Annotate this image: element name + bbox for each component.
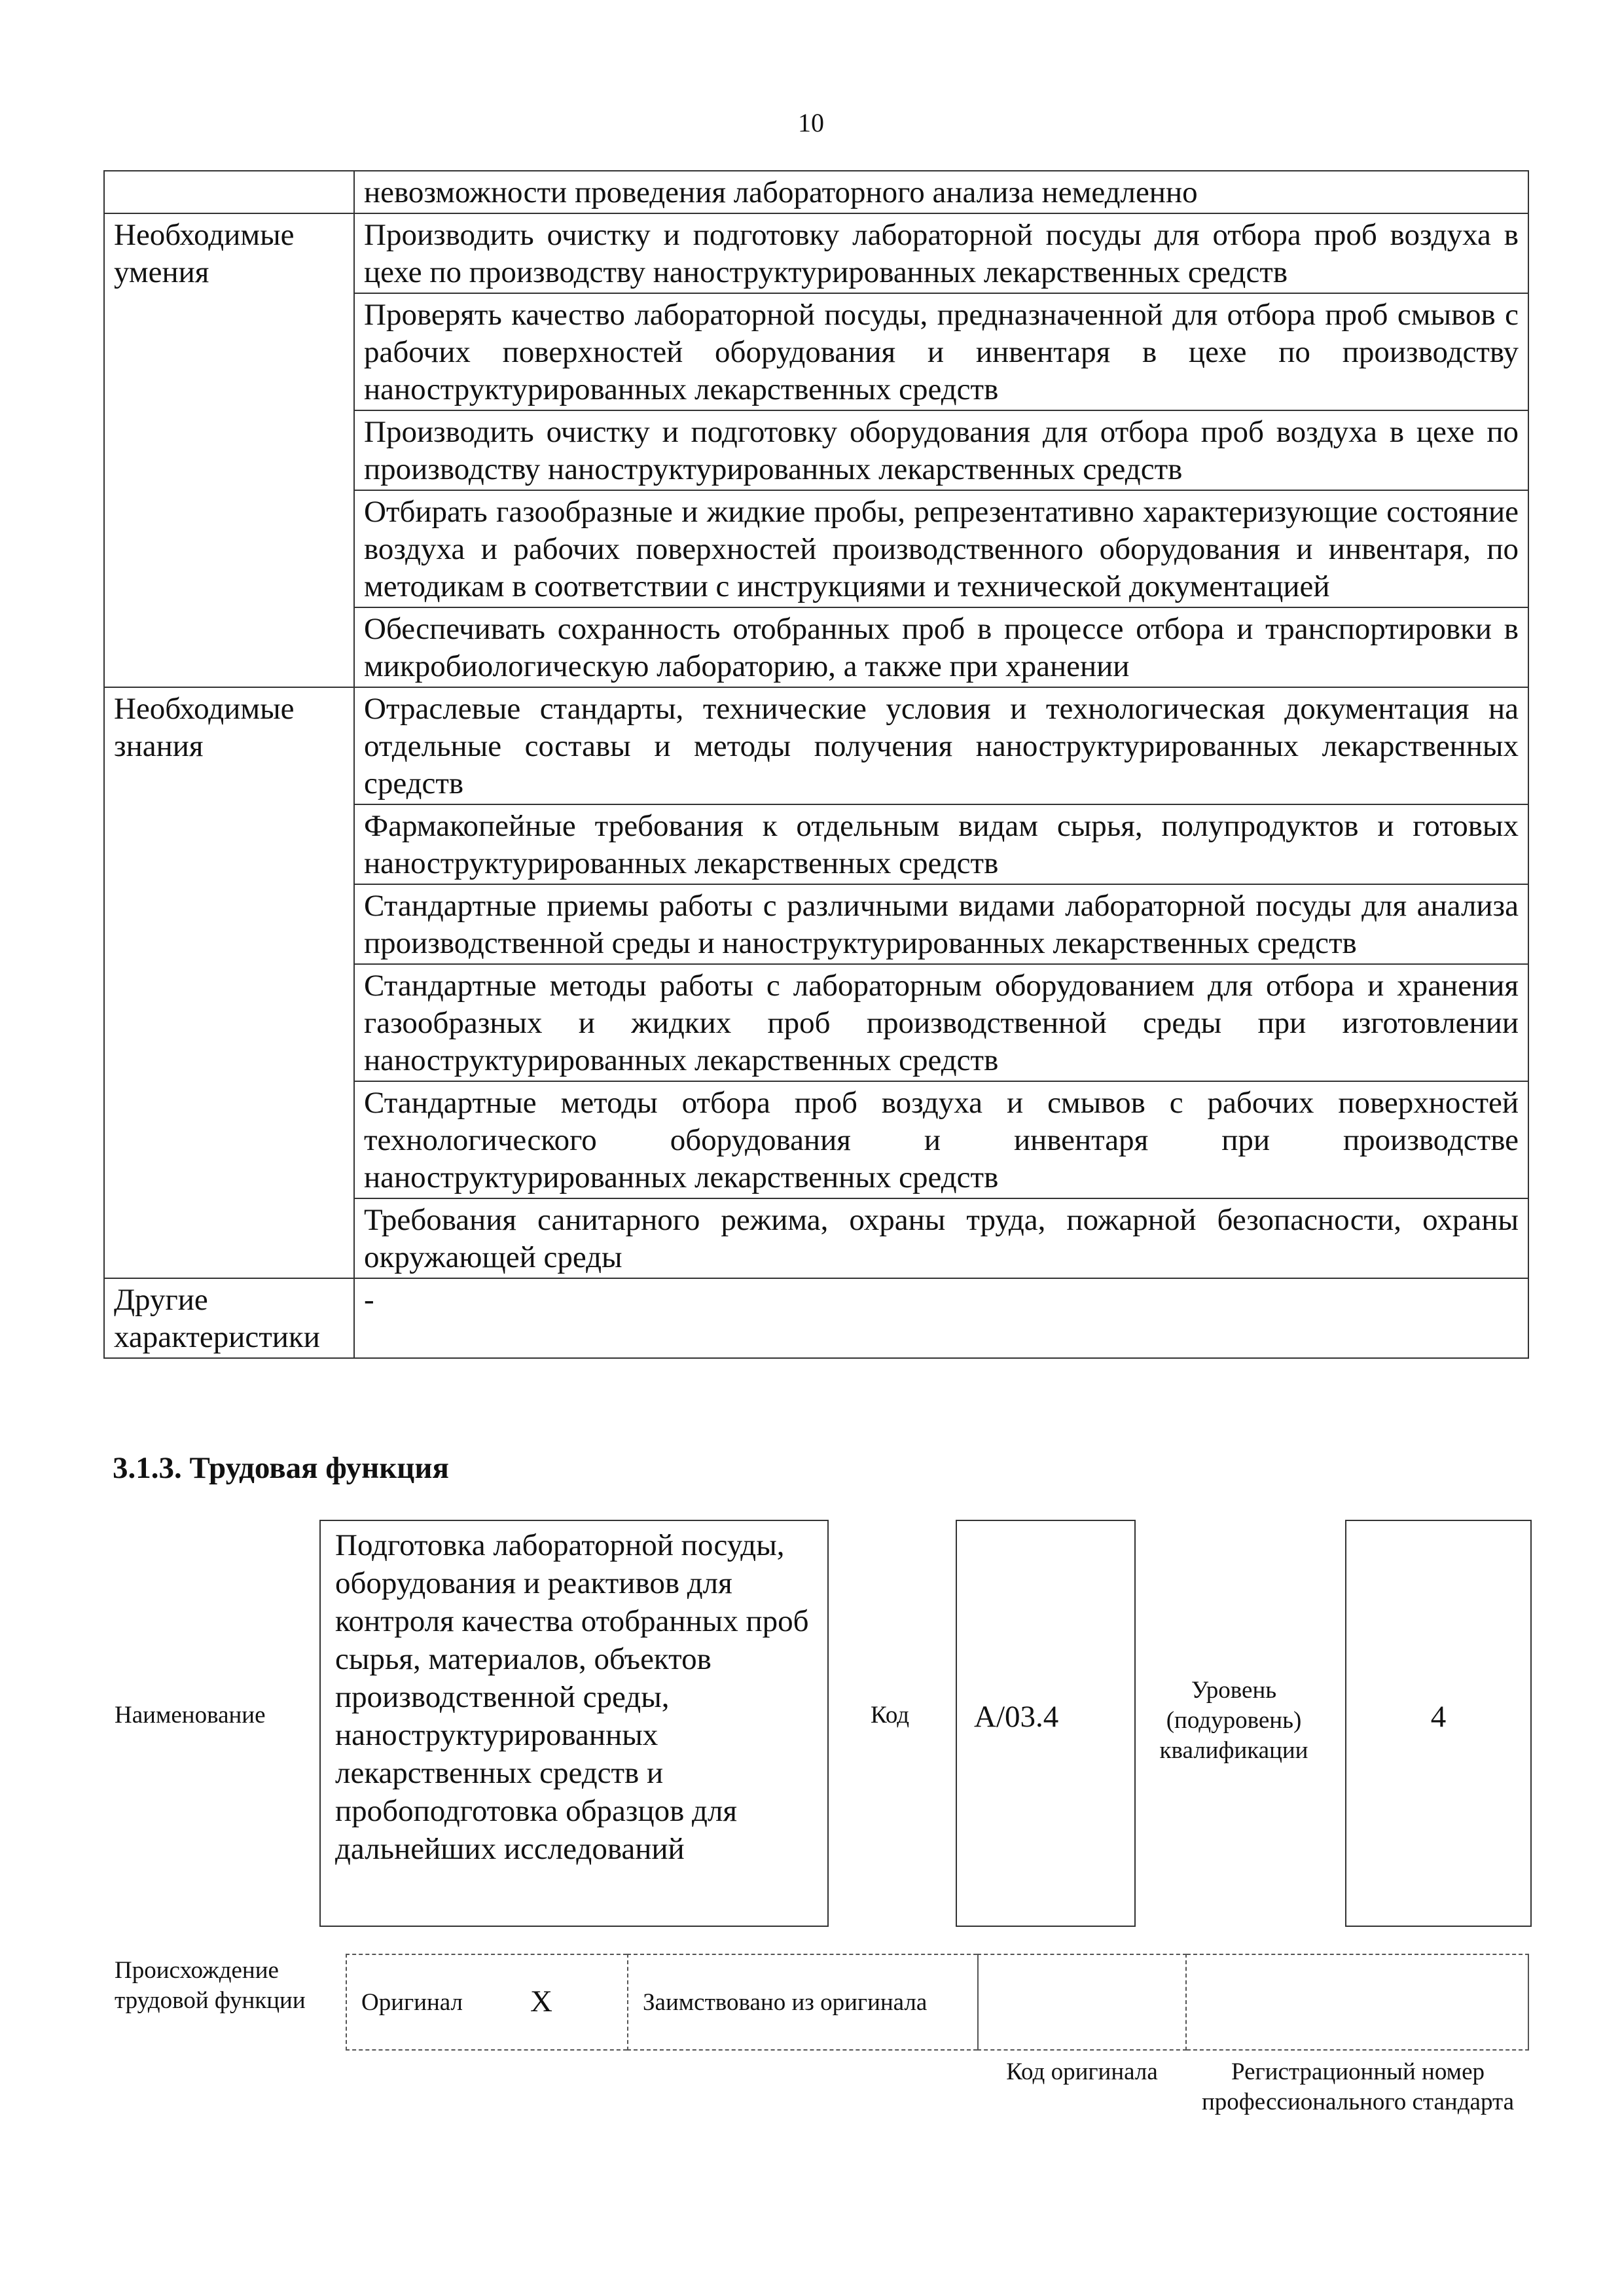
level-value: 4 bbox=[1430, 1700, 1447, 1734]
borrowed-cell bbox=[627, 1954, 977, 2051]
row-content: Стандартные методы отбора проб воздуха и смывов с рабочих поверхностей технологического оборудования и инвентаря при производстве наноструктурированных лекарственных средств bbox=[354, 1081, 1528, 1198]
original-cell bbox=[346, 1954, 627, 2051]
table-row bbox=[104, 213, 1528, 293]
origin-row bbox=[346, 1954, 1529, 2051]
function-name-box bbox=[319, 1520, 829, 1927]
reg-number-cell bbox=[1187, 1954, 1529, 2051]
row-content: Отраслевые стандарты, технические условия и технологическая документация на отдельные составы и методы получения наноструктурированных лекарственных средств bbox=[354, 687, 1528, 804]
row-content: - bbox=[354, 1278, 1528, 1358]
function-name-value: Подготовка лабораторной посуды, оборудования и реактивов для контроля качества отобранных проб сырья, материалов, объектов производственной среды, наноструктурированных лекарственных средств и пробоподготовка образцов для дальнейших исследований bbox=[335, 1528, 809, 1866]
requirements-table bbox=[103, 170, 1529, 1359]
original-mark: X bbox=[530, 1984, 552, 2018]
level-label: Уровень (подуровень) квалификации bbox=[1159, 1677, 1308, 1764]
row-content: Стандартные приемы работы с различными видами лабораторной посуды для анализа производственной среды и наноструктурированных лекарственных средств bbox=[354, 884, 1528, 964]
table-row bbox=[104, 171, 1528, 213]
row-content: Производить очистку и подготовку лабораторной посуды для отбора проб воздуха в цехе по производству наноструктурированных лекарственных средств bbox=[354, 213, 1528, 293]
row-content: Производить очистку и подготовку оборудования для отбора проб воздуха в цехе по производству наноструктурированных лекарственных средств bbox=[354, 410, 1528, 490]
row-content: Фармакопейные требования к отдельным видам сырья, полупродуктов и готовых наноструктурированных лекарственных средств bbox=[354, 804, 1528, 884]
code-value: А/03.4 bbox=[974, 1700, 1059, 1734]
code-label: Код bbox=[871, 1702, 910, 1729]
original-label: Оригинал bbox=[361, 1989, 463, 2016]
row-label: Необходимые знания bbox=[104, 687, 354, 1278]
original-code-cell bbox=[977, 1954, 1187, 2051]
row-label: Другие характеристики bbox=[104, 1278, 354, 1358]
borrowed-label: Заимствовано из оригинала bbox=[643, 1989, 928, 2016]
reg-number-label: Регистрационный номер профессионального стандарта bbox=[1201, 2058, 1515, 2115]
row-label bbox=[104, 171, 354, 213]
row-content: Проверять качество лабораторной посуды, предназначенной для отбора проб смывов с рабочих поверхностей оборудования и инвентаря в цехе по производству наноструктурированных лекарственных средств bbox=[354, 293, 1528, 410]
row-content: Стандартные методы работы с лабораторным оборудованием для отбора и хранения газообразных и жидких проб производственной среды при изготовлении наноструктурированных лекарственных средств bbox=[354, 964, 1528, 1081]
row-label: Необходимые умения bbox=[104, 213, 354, 687]
origin-label: Происхождение трудовой функции bbox=[115, 1957, 306, 2014]
code-box bbox=[956, 1520, 1136, 1927]
level-box bbox=[1345, 1520, 1532, 1927]
table-row bbox=[104, 1278, 1528, 1358]
original-code-label: Код оригинала bbox=[1006, 2058, 1158, 2085]
page-number: 10 bbox=[798, 108, 824, 137]
row-content: Обеспечивать сохранность отобранных проб в процессе отбора и транспортировки в микробиологическую лабораторию, а также при хранении bbox=[354, 607, 1528, 687]
table-row bbox=[104, 687, 1528, 804]
row-content: Требования санитарного режима, охраны труда, пожарной безопасности, охраны окружающей среды bbox=[354, 1198, 1528, 1278]
name-label: Наименование bbox=[115, 1702, 266, 1729]
section-title: 3.1.3. Трудовая функция bbox=[113, 1451, 449, 1485]
row-content: невозможности проведения лабораторного анализа немедленно bbox=[354, 171, 1528, 213]
row-content: Отбирать газообразные и жидкие пробы, репрезентативно характеризующие состояние воздуха и рабочих поверхностей производственного оборудования и инвентаря, по методикам в соответствии с инструкциями и технической документацией bbox=[354, 490, 1528, 607]
